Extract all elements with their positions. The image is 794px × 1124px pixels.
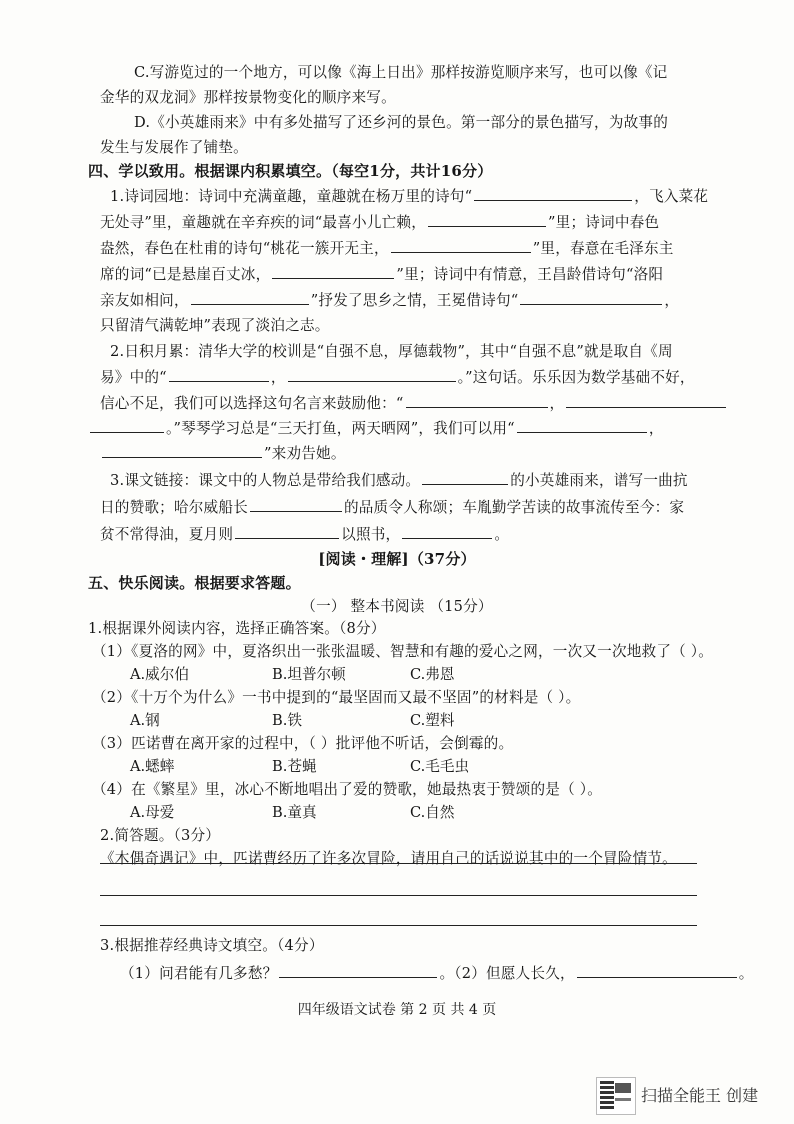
q1-3-option-a[interactable]: A.蟋蟀 xyxy=(130,758,175,775)
answer-blank[interactable] xyxy=(566,392,726,408)
q1-4-stem: （4）在《繁星》里，冰心不断地唱出了爱的赞歌，她最热衷于赞颂的是（ ）。 xyxy=(92,781,603,798)
q1-1-option-a[interactable]: A.威尔伯 xyxy=(130,666,189,683)
subsection-header: （一） 整本书阅读 （15分） xyxy=(301,598,493,615)
answer-blank[interactable] xyxy=(250,496,342,512)
s4-line-8: 易》中的“ ， 。”这句话。乐乐因为数学基础不好， xyxy=(100,366,794,389)
s4-line-7: 2.日积月累：清华大学的校训是“自强不息，厚德载物”，其中“自强不息”就是取自《周 xyxy=(110,343,673,360)
q1-1-option-b[interactable]: B.坦普尔顿 xyxy=(272,666,346,683)
q1-1-stem: （1）《夏洛的网》中，夏洛织出一张张温暖、智慧和有趣的爱心之网，一次又一次地救了（ ）。 xyxy=(92,643,714,660)
q1-title: 1.根据课外阅读内容，选择正确答案。（8分） xyxy=(88,620,386,637)
q3-line-1: （1）问君能有几多愁？ 。（2）但愿人长久， 。 xyxy=(120,962,794,985)
answer-line[interactable] xyxy=(100,863,697,864)
answer-blank[interactable] xyxy=(422,469,508,485)
q1-2-option-a[interactable]: A.钢 xyxy=(130,712,160,729)
s4-line-3: 盎然，春色在杜甫的诗句“桃花一簇开无主， ”里，春意在毛泽东主 xyxy=(100,237,794,260)
answer-blank[interactable] xyxy=(402,523,492,539)
q1-3-stem: （3）匹诺曹在离开家的过程中，（ ）批评他不听话，会倒霉的。 xyxy=(92,735,514,752)
option-c-line2: 金华的双龙洞》那样按景物变化的顺序来写。 xyxy=(100,89,396,106)
s4-line-14: 贫不常得油，夏月则 以照书， 。 xyxy=(100,523,794,546)
s4-line-4: 席的词“已是悬崖百丈冰， ”里；诗词中有情意，王昌龄借诗句“洛阳 xyxy=(100,263,794,286)
scanner-watermark: 扫描全能王 创建 xyxy=(641,1086,759,1105)
answer-blank[interactable] xyxy=(474,185,632,201)
answer-blank[interactable] xyxy=(577,962,737,978)
scanner-logo xyxy=(596,1077,636,1115)
answer-blank[interactable] xyxy=(235,523,339,539)
option-d-line1: D.《小英雄雨来》中有多处描写了还乡河的景色。第一部分的景色描写，为故事的 xyxy=(134,114,669,131)
option-d-line2: 发生与发展作了铺垫。 xyxy=(100,139,248,156)
reading-section-header: [阅读・理解]（37分） xyxy=(318,550,476,568)
s4-line-5: 亲友如相问， ”抒发了思乡之情，王冕借诗句“ ， xyxy=(100,289,794,312)
s4-line-1: 1.诗词园地：诗词中充满童趣，童趣就在杨万里的诗句“ ，飞入菜花 xyxy=(110,185,794,208)
q1-2-option-c[interactable]: C.塑料 xyxy=(410,712,455,729)
s4-line-13: 日的赞歌；哈尔威船长 的品质令人称颂；车胤勤学苦读的故事流传至今：家 xyxy=(100,496,794,519)
answer-line[interactable] xyxy=(100,895,697,896)
answer-blank[interactable] xyxy=(406,392,548,408)
s4-line-10: 。”琴琴学习总是“三天打鱼，两天晒网”，我们可以用“ ， xyxy=(88,417,794,440)
s4-line-12: 3.课文链接：课文中的人物总是带给我们感动。 的小英雄雨来，谱写一曲抗 xyxy=(110,469,794,492)
q1-1-option-c[interactable]: C.弗恩 xyxy=(410,666,455,683)
qr-code-icon xyxy=(600,1081,614,1109)
section-5-title: 五、快乐阅读。根据要求答题。 xyxy=(88,574,301,592)
q1-4-option-c[interactable]: C.自然 xyxy=(410,804,455,821)
s4-line-6: 只留清气满乾坤”表现了淡泊之志。 xyxy=(100,317,330,334)
q2-prompt: 《木偶奇遇记》中，匹诺曹经历了许多次冒险，请用自己的话说说其中的一个冒险情节。 xyxy=(100,850,677,867)
answer-blank[interactable] xyxy=(169,366,269,382)
s4-line-11: ”来劝告她。 xyxy=(100,442,794,465)
s4-line-2: 无处寻”里，童趣就在辛弃疾的词“最喜小儿亡赖， ”里；诗词中春色 xyxy=(100,211,794,234)
answer-blank[interactable] xyxy=(517,417,647,433)
answer-line[interactable] xyxy=(100,925,697,926)
q1-2-stem: （2）《十万个为什么》一书中提到的“最坚固而又最不坚固”的材料是（ ）。 xyxy=(92,689,581,706)
answer-blank[interactable] xyxy=(102,442,262,458)
answer-blank[interactable] xyxy=(191,289,309,305)
q3-title: 3.根据推荐经典诗文填空。（4分） xyxy=(100,937,324,954)
q1-4-option-a[interactable]: A.母爱 xyxy=(130,804,175,821)
page-footer: 四年级语文试卷 第 2 页 共 4 页 xyxy=(297,1002,497,1018)
answer-blank[interactable] xyxy=(272,263,394,279)
q1-3-option-c[interactable]: C.毛毛虫 xyxy=(410,758,470,775)
q1-2-option-b[interactable]: B.铁 xyxy=(272,712,302,729)
q1-4-option-b[interactable]: B.童真 xyxy=(272,804,317,821)
answer-blank[interactable] xyxy=(520,289,662,305)
option-c-line1: C.写游览过的一个地方，可以像《海上日出》那样按游览顺序来写，也可以像《记 xyxy=(134,64,668,81)
answer-blank[interactable] xyxy=(288,366,456,382)
answer-blank[interactable] xyxy=(391,237,531,253)
answer-blank[interactable] xyxy=(428,211,546,227)
answer-blank[interactable] xyxy=(90,417,164,433)
q1-3-option-b[interactable]: B.苍蝇 xyxy=(272,758,317,775)
answer-blank[interactable] xyxy=(279,962,437,978)
s4-line-9: 信心不足，我们可以选择这句名言来鼓励他：“ ， xyxy=(100,392,794,415)
section-4-title: 四、学以致用。根据课内积累填空。（每空1分，共计16分） xyxy=(88,162,493,180)
q2-title: 2.简答题。（3分） xyxy=(100,827,221,844)
